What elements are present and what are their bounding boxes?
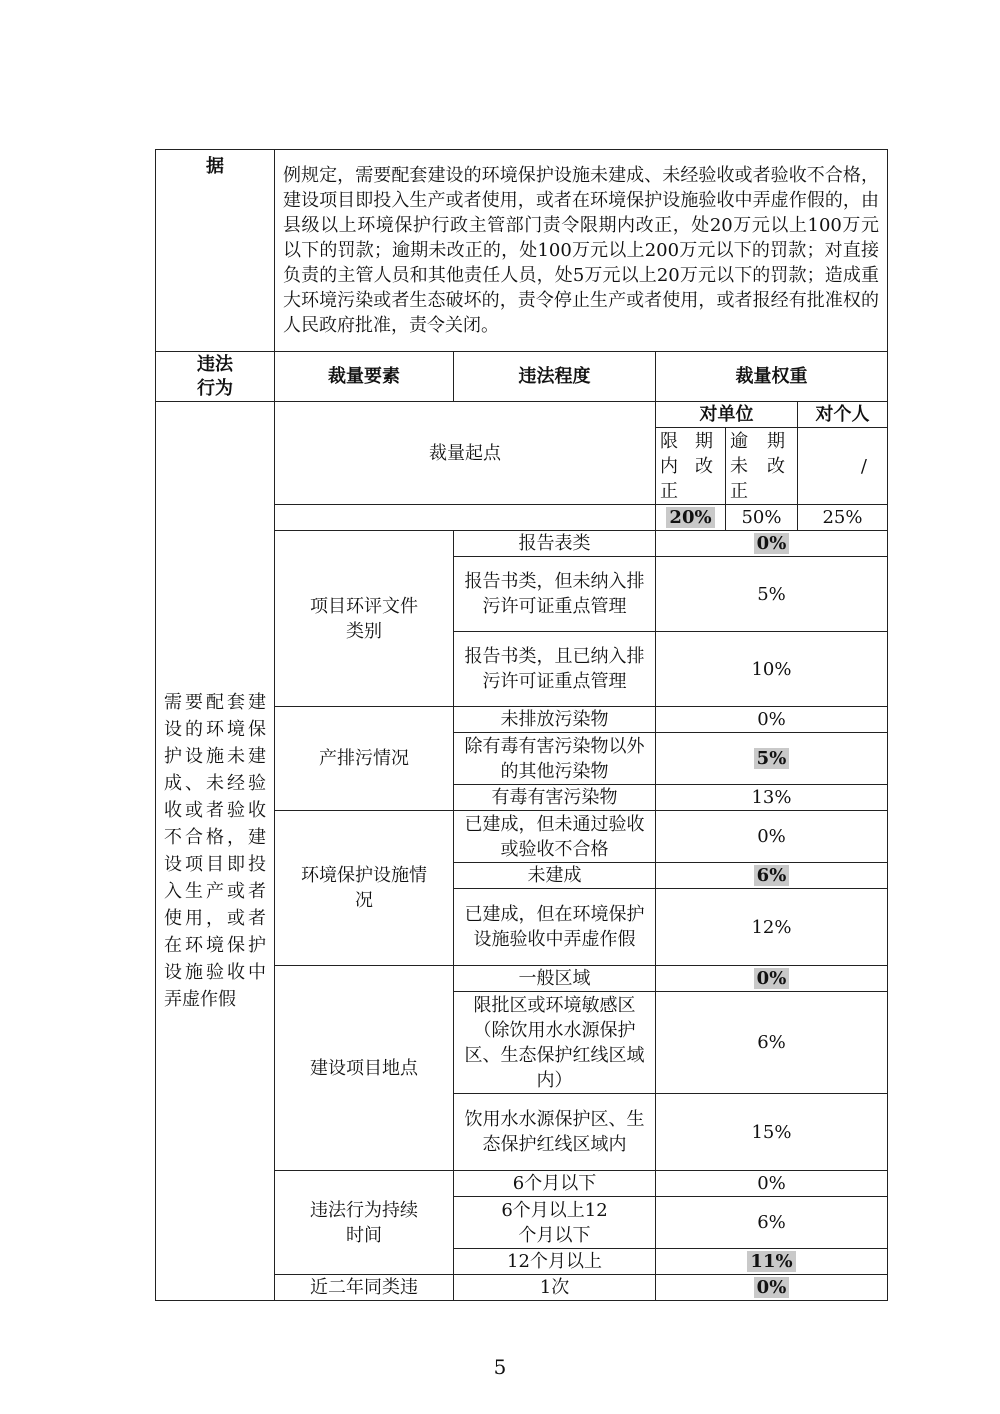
- header-factor: 裁量要素: [275, 352, 454, 402]
- weight-cell: 10%: [656, 632, 888, 707]
- discretion-table: [155, 149, 888, 1301]
- start-value-1: 20%: [656, 505, 726, 531]
- weight-cell: 6%: [656, 992, 888, 1094]
- degree-cell: 未建成: [454, 863, 656, 889]
- factor-name: 建设项目地点: [275, 966, 454, 1171]
- basis-row: [156, 150, 888, 352]
- weight-cell: 11%: [656, 1249, 888, 1275]
- degree-cell: 有毒有害污染物: [454, 785, 656, 811]
- start-value-3: 25%: [798, 505, 888, 531]
- degree-cell: 6个月以下: [454, 1171, 656, 1197]
- unit-header: 对单位: [656, 402, 798, 428]
- basis-text: 例规定，需要配套建设的环境保护设施未建成、未经验收或者验收不合格，建设项目即投入生产或者使用，或者在环境保护设施验收中弄虚作假的，由县级以上环境保护行政主管部门责令限期内改正，处20万元以上100万元以下的罚款；逾期未改正的，处100万元以上200万元以下的罚款；对直接负责的主管人员和其他责任人员，处5万元以上20万元以下的罚款；造成重大环境污染或者生态破坏的，责令停止生产或者使用，或者报经有批准权的人民政府批准，责令关闭。: [275, 150, 888, 352]
- degree-cell: 限批区或环境敏感区（除饮用水水源保护区、生态保护红线区域内）: [454, 992, 656, 1094]
- degree-cell: 饮用水水源保护区、生态保护红线区域内: [454, 1094, 656, 1171]
- degree-cell: 1次: [454, 1275, 656, 1301]
- person-col: /: [798, 428, 888, 505]
- violation-description: 需要配套建设的环境保护设施未建成、未经验收或者验收不合格，建设项目即投入生产或者使用，或者在环境保护设施验收中弄虚作假: [156, 402, 275, 1301]
- degree-cell: 报告书类，但未纳入排污许可证重点管理: [454, 557, 656, 632]
- header-row: [156, 352, 888, 402]
- start-label: 裁量起点: [275, 402, 656, 505]
- degree-cell: 一般区域: [454, 966, 656, 992]
- degree-cell: 已建成，但在环境保护设施验收中弄虚作假: [454, 889, 656, 966]
- weight-cell: 0%: [656, 531, 888, 557]
- factor-name: 近二年同类违: [275, 1275, 454, 1301]
- weight-cell: 15%: [656, 1094, 888, 1171]
- degree-cell: 12个月以上: [454, 1249, 656, 1275]
- weight-cell: 13%: [656, 785, 888, 811]
- factor-name: 项目环评文件类别: [275, 531, 454, 707]
- start-header-row: [156, 402, 888, 428]
- unit-col-deadline: 限期内改正: [656, 428, 726, 505]
- page-number: 5: [493, 1355, 507, 1379]
- weight-cell: 0%: [656, 966, 888, 992]
- factor-name: 产排污情况: [275, 707, 454, 811]
- header-degree: 违法程度: [454, 352, 656, 402]
- weight-cell: 0%: [656, 1275, 888, 1301]
- weight-cell: 0%: [656, 1171, 888, 1197]
- header-violation: 违法行为: [156, 352, 275, 402]
- unit-col-overdue: 逾期未改正: [726, 428, 798, 505]
- weight-cell: 0%: [656, 707, 888, 733]
- factor-name: 环境保护设施情况: [275, 811, 454, 966]
- degree-cell: 已建成，但未通过验收或验收不合格: [454, 811, 656, 863]
- basis-label: 据: [156, 150, 275, 352]
- person-header: 对个人: [798, 402, 888, 428]
- degree-cell: 报告表类: [454, 531, 656, 557]
- weight-cell: 12%: [656, 889, 888, 966]
- degree-cell: 报告书类，且已纳入排污许可证重点管理: [454, 632, 656, 707]
- degree-cell: 6个月以上12个月以下: [454, 1197, 656, 1249]
- header-weight: 裁量权重: [656, 352, 888, 402]
- factor-name: 违法行为持续时间: [275, 1171, 454, 1275]
- weight-cell: 6%: [656, 1197, 888, 1249]
- start-value-2: 50%: [726, 505, 798, 531]
- degree-cell: 未排放污染物: [454, 707, 656, 733]
- degree-cell: 除有毒有害污染物以外的其他污染物: [454, 733, 656, 785]
- weight-cell: 5%: [656, 557, 888, 632]
- weight-cell: 6%: [656, 863, 888, 889]
- weight-cell: 5%: [656, 733, 888, 785]
- weight-cell: 0%: [656, 811, 888, 863]
